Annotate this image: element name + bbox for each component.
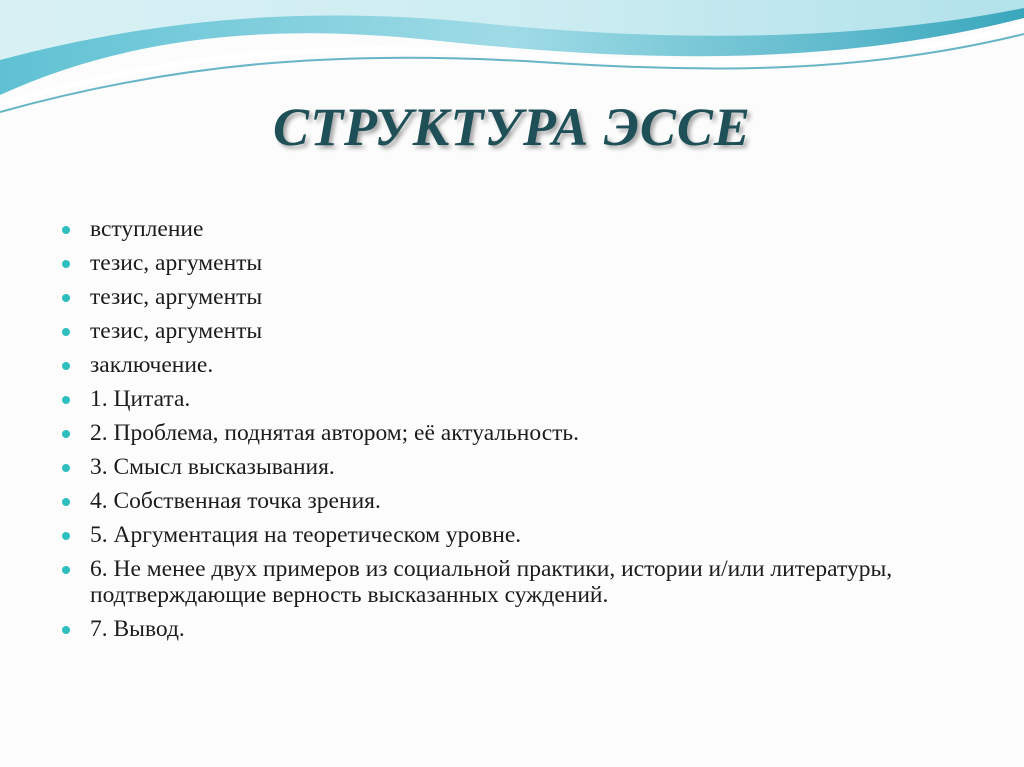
- bullet-marker-icon: [62, 260, 70, 268]
- bullet-item: [62, 250, 962, 276]
- bullet-text: тезис, аргументы: [90, 284, 263, 310]
- bullet-text: тезис, аргументы: [90, 318, 263, 344]
- bullet-item: [62, 386, 962, 412]
- bullet-text: заключение.: [90, 352, 214, 378]
- bullet-marker-icon: [62, 362, 70, 370]
- bullet-text: 5. Аргументация на теоретическом уровне.: [90, 522, 522, 548]
- bullet-item: [62, 216, 962, 242]
- bullet-item: [62, 318, 962, 344]
- bullet-marker-icon: [62, 498, 70, 506]
- bullet-text: 6. Не менее двух примеров из социальной практики, истории и/или литературы, подтверждающие верность высказанных суждений.: [90, 556, 893, 608]
- bullet-marker-icon: [62, 464, 70, 472]
- bullet-item: [62, 556, 962, 608]
- bullet-marker-icon: [62, 566, 70, 574]
- bullet-marker-icon: [62, 396, 70, 404]
- bullet-marker-icon: [62, 294, 70, 302]
- bullet-item: [62, 420, 962, 446]
- bullet-text: 2. Проблема, поднятая автором; её актуальность.: [90, 420, 579, 446]
- bullet-list: [62, 216, 962, 650]
- bullet-text: 1. Цитата.: [90, 386, 191, 412]
- bullet-marker-icon: [62, 626, 70, 634]
- bullet-item: [62, 522, 962, 548]
- bullet-item: [62, 616, 962, 642]
- bullet-text: вступление: [90, 216, 204, 242]
- bullet-text: 7. Вывод.: [90, 616, 185, 642]
- bullet-marker-icon: [62, 430, 70, 438]
- bullet-item: [62, 454, 962, 480]
- bullet-text: 3. Смысл высказывания.: [90, 454, 335, 480]
- slide-title: СТРУКТУРА ЭССЕ: [273, 97, 751, 157]
- bullet-item: [62, 488, 962, 514]
- bullet-item: [62, 352, 962, 378]
- bullet-marker-icon: [62, 532, 70, 540]
- bullet-text: тезис, аргументы: [90, 250, 263, 276]
- bullet-item: [62, 284, 962, 310]
- bullet-text: 4. Собственная точка зрения.: [90, 488, 381, 514]
- bullet-marker-icon: [62, 226, 70, 234]
- bullet-marker-icon: [62, 328, 70, 336]
